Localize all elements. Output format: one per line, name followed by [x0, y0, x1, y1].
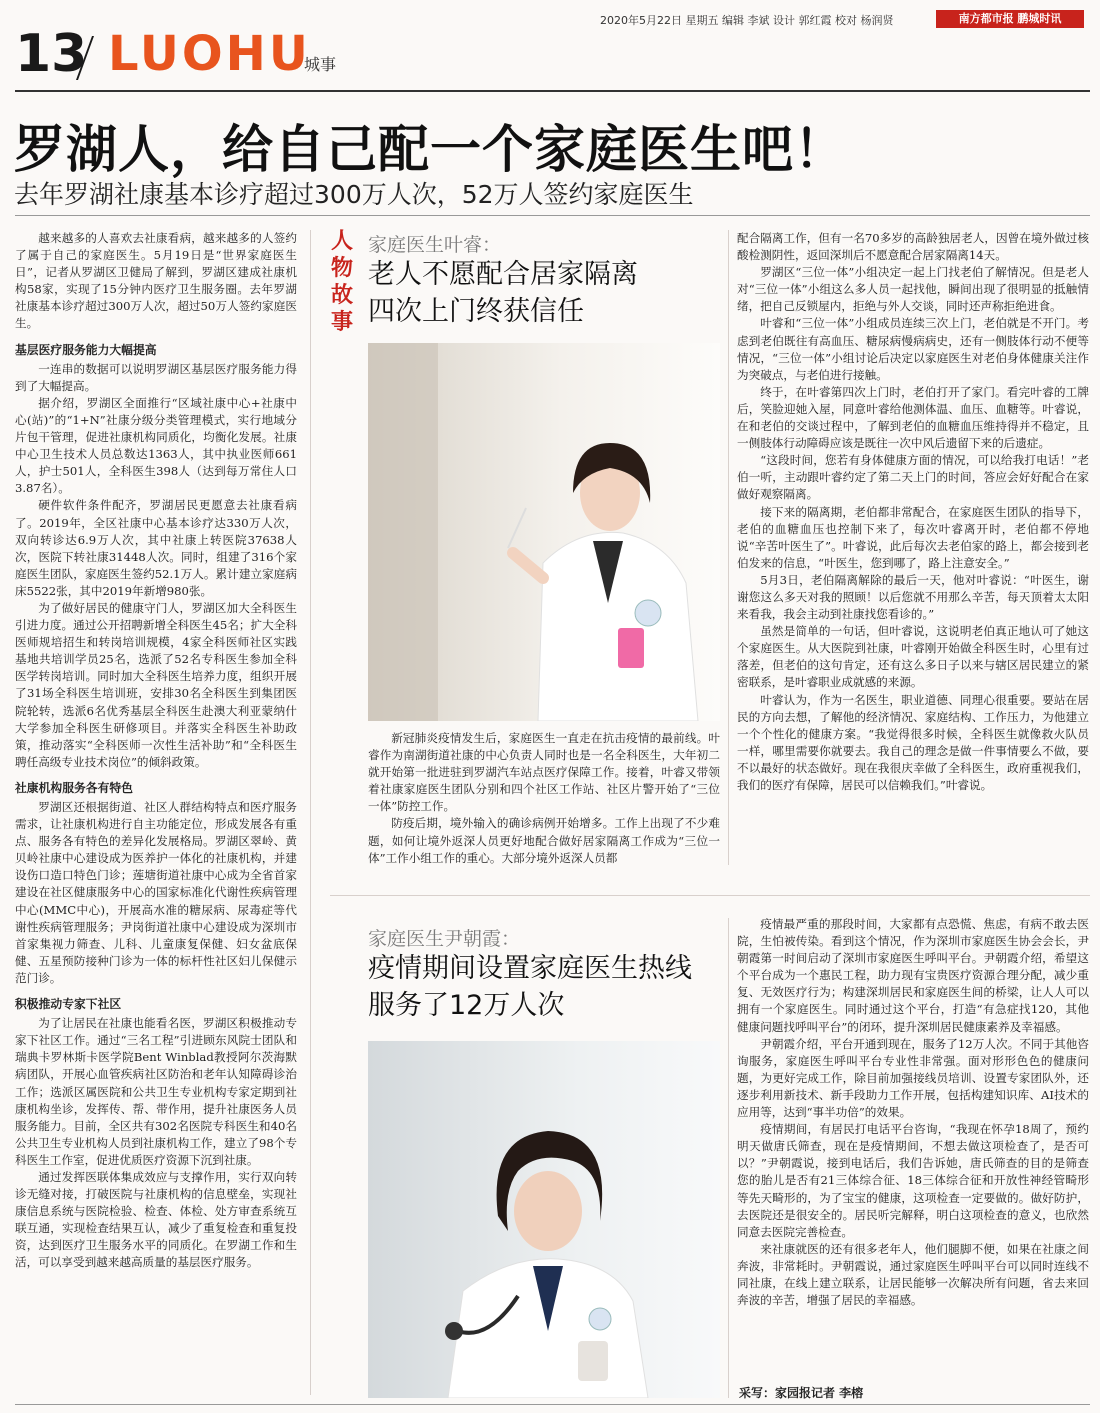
newspaper-brand-logo: 南方都市报 鹏城时讯: [936, 10, 1084, 28]
article-paragraph: 一连串的数据可以说明罗湖区基层医疗服务能力得到了大幅提高。: [15, 361, 297, 393]
sub-headline: 去年罗湖社康基本诊疗超过300万人次，52万人签约家庭医生: [14, 180, 694, 209]
photo-illustration: [368, 1041, 720, 1398]
article-paragraph: 接下来的隔离期，老伯都非常配合，在家庭医生团队的指导下，老伯的血糖血压也控制下来了，每次叶睿离开时，老伯都不停地说“辛苦叶医生了”。叶睿说，此后每次去老伯家的路上，都会接到老伯发来的信息，“叶医生，您到哪了，路上注意安全。”: [737, 504, 1089, 570]
column-divider: [310, 230, 311, 1395]
article-paragraph: 通过发挥医联体集成效应与支撑作用，实行双向转诊无缝对接，打破医院与社康机构的信息壁垒，实现社康信息系统与医院检验、检查、体检、处方审查系统互联互通，实现检查结果互认，减少了重复检查和重复投资，达到医疗卫生服务水平的同质化。在罗湖工作和生活，可以享受到越来越高质量的基层医疗服务。: [15, 1169, 297, 1270]
article-paragraph: 叶睿和“三位一体”小组成员连续三次上门，老伯就是不开门。考虑到老伯既往有高血压、糖尿病慢病病史，还有一侧肢体行动不便等情况，“三位一体”小组讨论后决定以家庭医生对老伯身体健康关注作为突破点，与老伯进行接触。: [737, 316, 1089, 382]
doctor-photo-ye-rui: [368, 343, 720, 721]
story1-body-left: [368, 730, 720, 867]
section-name: LUOHU: [108, 26, 311, 82]
article-paragraph: 罗湖区“三位一体”小组决定一起上门找老伯了解情况。但是老人对“三位一体”小组这么多人员一起找他，瞬间出现了很明显的抵触情绪，把自己反锁屋内，拒绝与外人交谈，同时还声称拒绝进食。: [737, 265, 1089, 314]
photo-illustration: [368, 343, 720, 721]
section-heading: 基层医疗服务能力大幅提高: [15, 342, 157, 357]
vertical-label-char: 物: [330, 256, 353, 281]
vertical-label-char: 人: [330, 229, 353, 254]
article-paragraph: 尹朝霞介绍，平台开通到现在，服务了12万人次。不同于其他咨询服务，家庭医生呼叫平台专业性非常强。面对形形色色的健康问题，为更好完成工作，除目前加强接线员培训、设置专家团队外，还逐步利用新技术、新手段助力工作开展，包括构建知识库、AI技术的应用等，达到“事半功倍”的效果。: [737, 1036, 1089, 1120]
article-paragraph: 终于，在叶睿第四次上门时，老伯打开了家门。看完叶睿的工牌后，笑脸迎她入屋，同意叶睿给他测体温、血压、血糖等。叶睿说，在和老伯的交谈过程中，了解到老伯的血糖血压维持得并不稳定，且一侧肢体行动障碍应该是既往一次中风后遗留下来的后遗症。: [737, 384, 1089, 451]
header-rule: [15, 90, 1090, 92]
section-subname: 城事: [304, 55, 337, 74]
article-paragraph: 疫情最严重的那段时间，大家都有点恐慌、焦虑，有病不敢去医院，生怕被传染。看到这个情况，作为深圳市家庭医生协会会长，尹朝霞第一时间启动了深圳市家庭医生呼叫平台。尹朝霞介绍，希望这个平台成为一个惠民工程，助力现有宝贵医疗资源合理分配，减少重复、无效医疗行为；构建深圳居民和家庭医生间的桥梁，让人人可以拥有一个家庭医生。同时通过这个平台，打造“有急症找120，其他健康问题找呼叫平台”的闭环，提升深圳居民健康素养及幸福感。: [737, 917, 1089, 1034]
story2-title-line: 疫情期间设置家庭医生热线: [368, 953, 692, 984]
article-paragraph: 疫情期间，有居民打电话平台咨询，“我现在怀孕18周了，预约明天做唐氏筛查，现在是疫情期间，不想去做这项检查了，是否可以？”尹朝霞说，接到电话后，我们告诉她，唐氏筛查的目的是筛查您的胎儿是否有21三体综合征、18三体综合征和开放性神经管畸形等先天畸形的，为了宝宝的健康，这项检查一定要做的。做好防护，去医院还是很安全的。居民听完解释，明白这项检查的意义，也欣然同意去医院完善检查。: [737, 1122, 1089, 1239]
section-heading: 社康机构服务各有特色: [15, 780, 133, 795]
story1-title-line: 四次上门终获信任: [368, 296, 584, 327]
page-meta-line: 2020年5月22日 星期五 编辑 李斌 设计 郭红霞 校对 杨润贤: [600, 14, 894, 27]
story1-body-right: [737, 230, 1089, 794]
vertical-label-char: 事: [330, 310, 353, 335]
headline-rule: [15, 215, 1090, 216]
story2-title: [368, 950, 692, 1024]
article-paragraph: 罗湖区还根据街道、社区人群结构特点和医疗服务需求，让社康机构进行自主功能定位，形成发展各有重点、服务各有特色的差异化发展格局。罗湖区翠岭、黄贝岭社康中心建设成为医养护一体化的社康机构，并建设伤口造口特色门诊；莲塘街道社康中心成为全省首家建设在社区健康服务中心的国家标准化代谢性疾病管理中心(MMC中心)，开展高水准的糖尿病、尿毒症等代谢性疾病管理服务；尹岗街道社康中心建设成为深圳市首家集视力筛查、儿科、儿童康复保健、妇女盆底保健、五星预防接种门诊为一体的标杆性社区妇儿保健示范门诊。: [15, 800, 297, 985]
article-paragraph: 为了让居民在社康也能看名医，罗湖区积极推动专家下社区工作。通过“三名工程”引进顾东风院士团队和瑞典卡罗林斯卡医学院Bent Winblad教授阿尔茨海默病团队，开展心血管疾病社区防治和老年认知障碍诊治工作；选派区属医院和公共卫生专业机构专家定期到社康机构坐诊，发挥传、帮、带作用，提升社康医务人员服务能力。目前，全区共有302名医院专科医生和40名公共卫生专业机构人员到社康机构工作，建立了98个专科医生工作室，促进优质医疗资源下沉到社康。: [15, 1016, 297, 1167]
story1-tag: 家庭医生叶睿：: [368, 234, 502, 256]
article-paragraph: 防疫后期，境外输入的确诊病例开始增多。工作上出现了不少难题，如何让境外返深人员更好地配合做好居家隔离工作成为“三位一体”工作小组工作的重心。大部分境外返深人员都: [368, 816, 720, 865]
article-paragraph: 虽然是简单的一句话，但叶睿说，这说明老伯真正地认可了她这个家庭医生。从大医院到社康，叶睿刚开始做全科医生时，心里有过落差，但老伯的这句肯定，还有这么多日子以来与辖区居民建立的紧密联系，是叶睿职业成就感的来源。: [737, 624, 1089, 690]
byline: 采写：家园报记者 李榕: [739, 1386, 864, 1400]
vertical-label-char: 故: [330, 283, 353, 308]
article-paragraph: 硬件软件条件配齐，罗湖居民更愿意去社康看病了。2019年，全区社康中心基本诊疗达330万人次，双向转诊达6.9万人次，其中社康上转医院37638人次，医院下转社康31448人次。同时，组建了316个家庭医生团队，家庭医生签约52.1万人。累计建立家庭病床5522张，其中2019年新增980张。: [15, 498, 297, 598]
story2-title-line: 服务了12万人次: [368, 990, 565, 1021]
article-paragraph: 叶睿认为，作为一名医生，职业道德、同理心很重要。要站在居民的方向去想，了解他的经济情况、家庭结构、工作压力，为他建立一个个性化的健康方案。“我觉得很多时候，全科医生就像救火队员一样，哪里需要你就要去。我自己的理念是做一件事情要么不做，要不以最好的状态做好。现在我很庆幸做了全科医生，政府重视我们，我们的医疗有保障，居民可以信赖我们。”叶睿说。: [737, 692, 1089, 792]
article-paragraph: 5月3日，老伯隔离解除的最后一天，他对叶睿说：“叶医生，谢谢您这么多天对我的照顾！以后您就不用那么辛苦，每天顶着太太阳来看我，我会主动到社康找您看诊的。”: [737, 572, 1089, 622]
article-paragraph: 来社康就医的还有很多老年人，他们腿脚不便，如果在社康之间奔波，非常耗时。尹朝霞说，通过家庭医生呼叫平台可以同时连线不同社康，在线上建立联系，让居民能够一次解决所有问题，省去来回奔波的辛苦，增强了居民的幸福感。: [737, 1241, 1089, 1308]
main-article: [15, 230, 297, 1272]
doctor-photo-yin-zhaoxia: [368, 1041, 720, 1398]
article-paragraph: “这段时间，您若有身体健康方面的情况，可以给我打电话！”老伯一听，主动跟叶睿约定了第二天上门的时间，答应会好好配合在家做好观察隔离。: [737, 453, 1089, 502]
page-number: 13: [15, 24, 88, 84]
article-paragraph: 新冠肺炎疫情发生后，家庭医生一直走在抗击疫情的最前线。叶睿作为南湖街道社康的中心负责人同时也是一名全科医生，大年初二就开始第一批进驻到罗湖汽车站点医疗保障工作。接着，叶睿又带领着社康家庭医生团队分别和四个社区工作站、社区片警开始了“三位一体”防控工作。: [368, 731, 720, 814]
story2-body: [737, 916, 1089, 1309]
story1-title-line: 老人不愿配合居家隔离: [368, 259, 638, 290]
article-paragraph: 据介绍，罗湖区全面推行“区域社康中心+社康中心(站)”的“1+N”社康分级分类管理模式，实行地域分片包干管理，促进社康机构同质化，均衡化发展。社康中心卫生技术人员总数达1363人，其中执业医师661人，护士501人，全科医生398人（达到每万常住人口3.87名）。: [15, 395, 297, 496]
article-paragraph: 配合隔离工作，但有一名70多岁的高龄独居老人，因曾在境外做过核酸检测阴性，返回深圳后不愿意配合居家隔离14天。: [737, 231, 1089, 263]
story-divider: [330, 895, 1090, 896]
story1-title: [368, 256, 638, 330]
section-heading: 积极推动专家下社区: [15, 997, 122, 1012]
main-headline: 罗湖人，给自己配一个家庭医生吧！: [14, 120, 847, 180]
footer-rule: [15, 1404, 1090, 1405]
column-divider: [728, 230, 729, 865]
people-story-label: [330, 228, 354, 336]
story2-tag: 家庭医生尹朝霞：: [368, 928, 521, 950]
column-divider: [728, 918, 729, 1398]
article-paragraph: 为了做好居民的健康守门人，罗湖区加大全科医生引进力度。通过公开招聘新增全科医生45名；扩大全科医师规培招生和转岗培训规模，4家全科医师社区实践基地共培训学员25名，选派了52名专科医生参加全科医学转岗培训。同时加大全科医生培养力度，组织开展了31场全科医生培训班，安排30名全科医生到集团医院轮转，选派6名优秀基层全科医生赴澳大利亚蒙纳什大学参加全科医生研修项目。并落实全科医生补助政策，推动落实“全科医师一次性生活补助”和“全科医生聘任高级专业技术岗位”的倾斜政策。: [15, 600, 297, 769]
article-paragraph: 越来越多的人喜欢去社康看病，越来越多的人签约了属于自己的家庭医生。5月19日是“世界家庭医生日”，记者从罗湖区卫健局了解到，罗湖区建成社康机构58家，实现了15分钟内医疗卫生服务圈。去年罗湖社康基本诊疗超过300万人次，超过50万人签约家庭医生。: [15, 231, 297, 331]
